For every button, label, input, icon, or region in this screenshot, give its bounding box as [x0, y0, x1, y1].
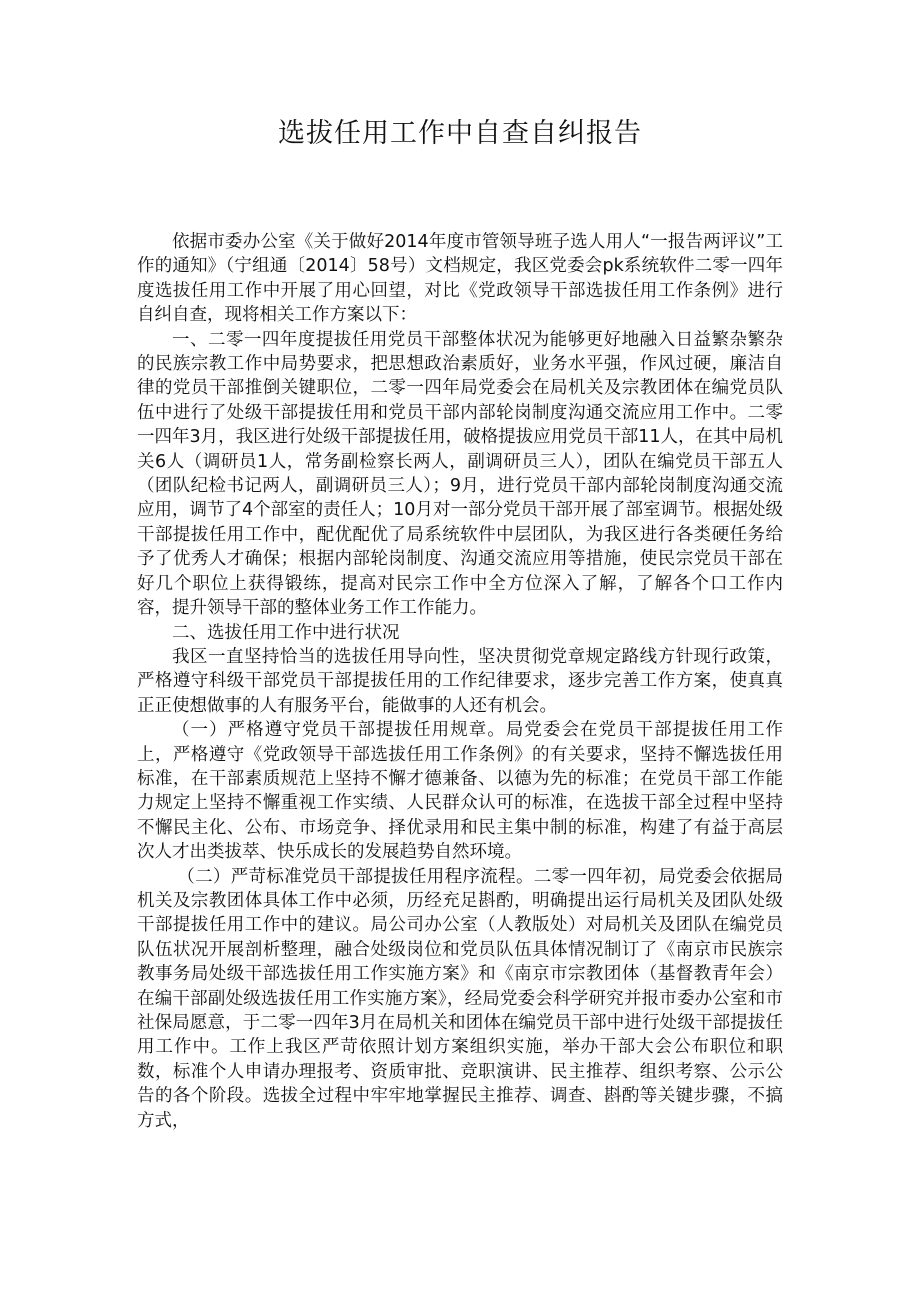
paragraph-subsection-1: （一）严格遵守党员干部提拔任用规章。局党委会在党员干部提拔任用工作上，严格遵守《党政领导干部选拔任用工作条例》的有关要求，坚持不懈选拔任用标准，在干部素质规范上坚持不懈才德兼备、以德为先的标准；在党员干部工作能力规定上坚持不懈重视工作实绩、人民群众认可的标准，在选拔干部全过程中坚持不懈民主化、公布、市场竞争、择优录用和民主集中制的标准，构建了有益于高层次人才出类拔萃、快乐成长的发展趋势自然环境。 [137, 720, 783, 863]
paragraph-subsection-2: （二）严苛标准党员干部提拔任用程序流程。二零一四年初，局党委会依据局机关及宗教团体具体工作中必须，历经充足斟酌，明确提出运行局机关及团队处级干部提拔任用工作中的建议。局公司办公室（人教版处）对局机关及团队在编党员队伍状况开展剖析整理，融合处级岗位和党员队伍具体情况制订了《南京市民族宗教事务局处级干部选拔任用工作实施方案》和《南京市宗教团体（基督教青年会）在编干部副处级选拔任用工作实施方案》，经局党委会科学研究并报市委办公室和市社保局愿意，于二零一四年3月在局机关和团体在编党员干部中进行处级干部提拔任用工作中。工作上我区严苛依照计划方案组织实施，举办干部大会公布职位和职数，标准个人申请办理报考、资质审批、竞职演讲、民主推荐、组织考察、公示公告的各个阶段。选拔全过程中牢牢地掌握民主推荐、调查、斟酌等关键步骤，不搞方式， [137, 866, 783, 1131]
heading-section-2: 二、选拔任用工作中进行状况 [172, 622, 400, 643]
document-title: 选拔任用工作中自查自纠报告 [278, 118, 642, 149]
document-body [137, 230, 783, 1133]
paragraph-section-1: 一、二零一四年度提拔任用党员干部整体状况为能够更好地融入日益繁杂繁杂的民族宗教工作中局势要求，把思想政治素质好，业务水平强，作风过硬，廉洁自律的党员干部推倒关键职位，二零一四年局党委会在局机关及宗教团体在编党员队伍中进行了处级干部提拔任用和党员干部内部轮岗制度沟通交流应用工作中。二零一四年3月，我区进行处级干部提拔任用，破格提拔应用党员干部11人，在其中局机关6人（调研员1人，常务副检察长两人，副调研员三人），团队在编党员干部五人（团队纪检书记两人，副调研员三人）；9月，进行党员干部内部轮岗制度沟通交流应用，调节了4个部室的责任人；10月对一部分党员干部开展了部室调节。根据处级干部提拔任用工作中，配优配优了局系统软件中层团队，为我区进行各类硬任务给予了优秀人才确保；根据内部轮岗制度、沟通交流应用等措施，使民宗党员干部在好几个职位上获得锻练，提高对民宗工作中全方位深入了解，了解各个口工作内容，提升领导干部的整体业务工作工作能力。 [137, 329, 783, 619]
paragraph-intro: 依据市委办公室《关于做好2014年度市管领导班子选人用人“一报告两评议”工作的通知》（宁组通〔2014〕58号）文档规定，我区党委会pk系统软件二零一四年度选拔任用工作中开展了用心回望，对比《党政领导干部选拔任用工作条例》进行自纠自查，现将相关工作方案以下： [137, 232, 783, 326]
paragraph-section-2: 我区一直坚持恰当的选拔任用导向性，坚决贯彻党章规定路线方针现行政策，严格遵守科级干部党员干部提拔任用的工作纪律要求，逐步完善工作方案，使真真正正使想做事的人有服务平台，能做事的人还有机会。 [137, 646, 783, 716]
